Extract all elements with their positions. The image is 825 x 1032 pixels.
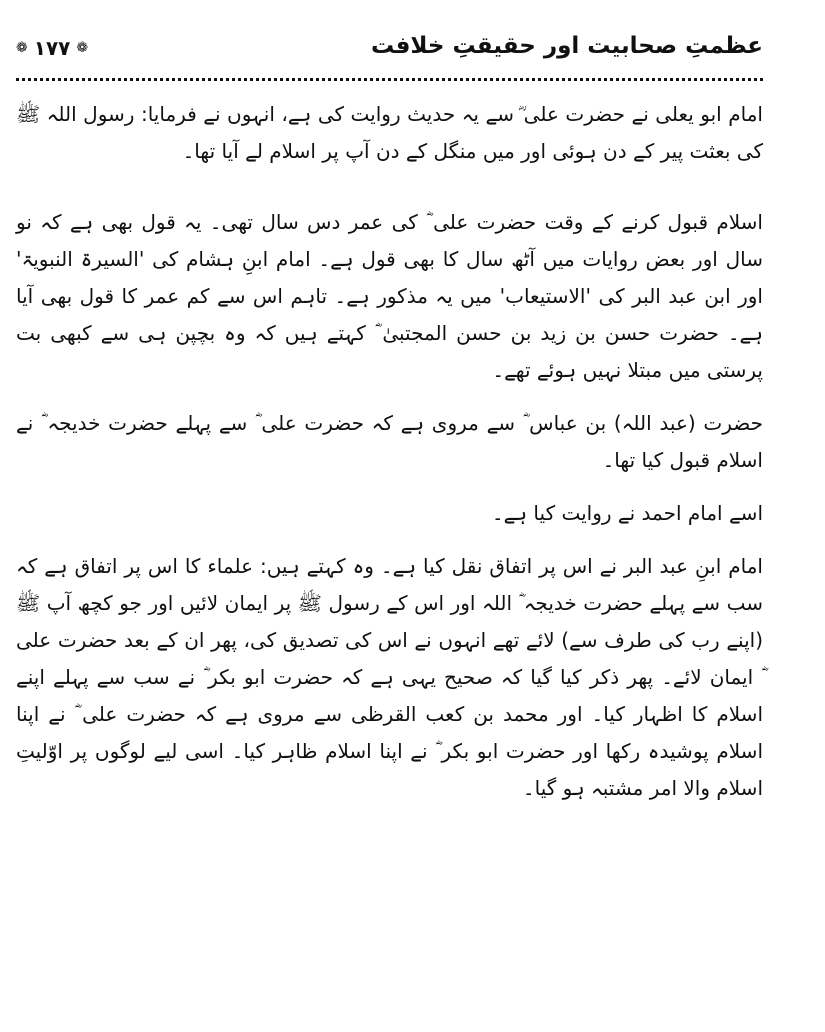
paragraph-5: امام ابنِ عبد البر نے اس پر اتفاق نقل کیا ہے۔ وہ کہتے ہیں: علماء کا اس پر اتفاق ہے کہ سب سے پہلے حضرت خدیجہ ؓ اللہ اور اس کے رسول ﷺ پر ایمان لائیں اور جو کچھ آپ ﷺ (اپنے رب کی طرف سے) لائے تھے انہوں نے اس کی تصدیق کی، پھر ان کے بعد حضرت علی ؓ ایمان لائے۔ پھر ذکر کیا گیا کہ صحیح یہی ہے کہ حضرت ابو بکر ؓ نے سب سے پہلے اپنے اسلام کا اظہار کیا۔ اور محمد بن کعب القرظی سے مروی ہے کہ حضرت علی ؓ نے اپنا اسلام پوشیدہ رکھا اور حضرت ابو بکر ؓ نے اپنا اسلام ظاہر کیا۔ اسی لیے لوگوں پر اوّلیتِ اسلام والا امر مشتبہ ہو گیا۔ xyxy=(16,554,763,800)
flourish-left-icon: ❁ xyxy=(16,40,28,56)
body-text xyxy=(16,96,763,823)
paragraph-2: اسلام قبول کرنے کے وقت حضرت علی ؓ کی عمر دس سال تھی۔ یہ قول بھی ہے کہ نو سال اور بعض روایات میں آٹھ سال کا بھی قول ہے۔ امام ابنِ ہشام کی 'السیرۃ النبویۃ' اور ابن عبد البر کی 'الاستیعاب' میں یہ مذکور ہے۔ تاہم اس سے کم عمر کا قول بھی آیا ہے۔ حضرت حسن بن زید بن حسن المجتبیٰ ؓ کہتے ہیں کہ وہ بچپن ہی سے کبھی بت پرستی میں مبتلا نہیں ہوئے تھے۔ xyxy=(16,210,763,382)
page-header xyxy=(16,28,763,72)
page-number: ۱۷۷ xyxy=(33,36,71,60)
header-dotted-divider xyxy=(16,78,763,81)
paragraph-1: امام ابو یعلی نے حضرت علی ؓ سے یہ حدیث روایت کی ہے، انہوں نے فرمایا: رسول اللہ ﷺ کی بعثت پیر کے دن ہوئی اور میں منگل کے دن آپ پر اسلام لے آیا تھا۔ xyxy=(16,102,763,163)
page-number-ornament xyxy=(16,34,88,62)
paragraph-4: اسے امام احمد نے روایت کیا ہے۔ xyxy=(491,501,763,525)
paragraph-3: حضرت (عبد اللہ) بن عباس ؓ سے مروی ہے کہ حضرت علی ؓ سے پہلے حضرت خدیجہ ؓ نے اسلام قبول کیا تھا۔ xyxy=(16,411,763,472)
book-title: عظمتِ صحابیت اور حقیقتِ خلافت xyxy=(370,33,763,59)
flourish-right-icon: ❁ xyxy=(76,40,89,56)
